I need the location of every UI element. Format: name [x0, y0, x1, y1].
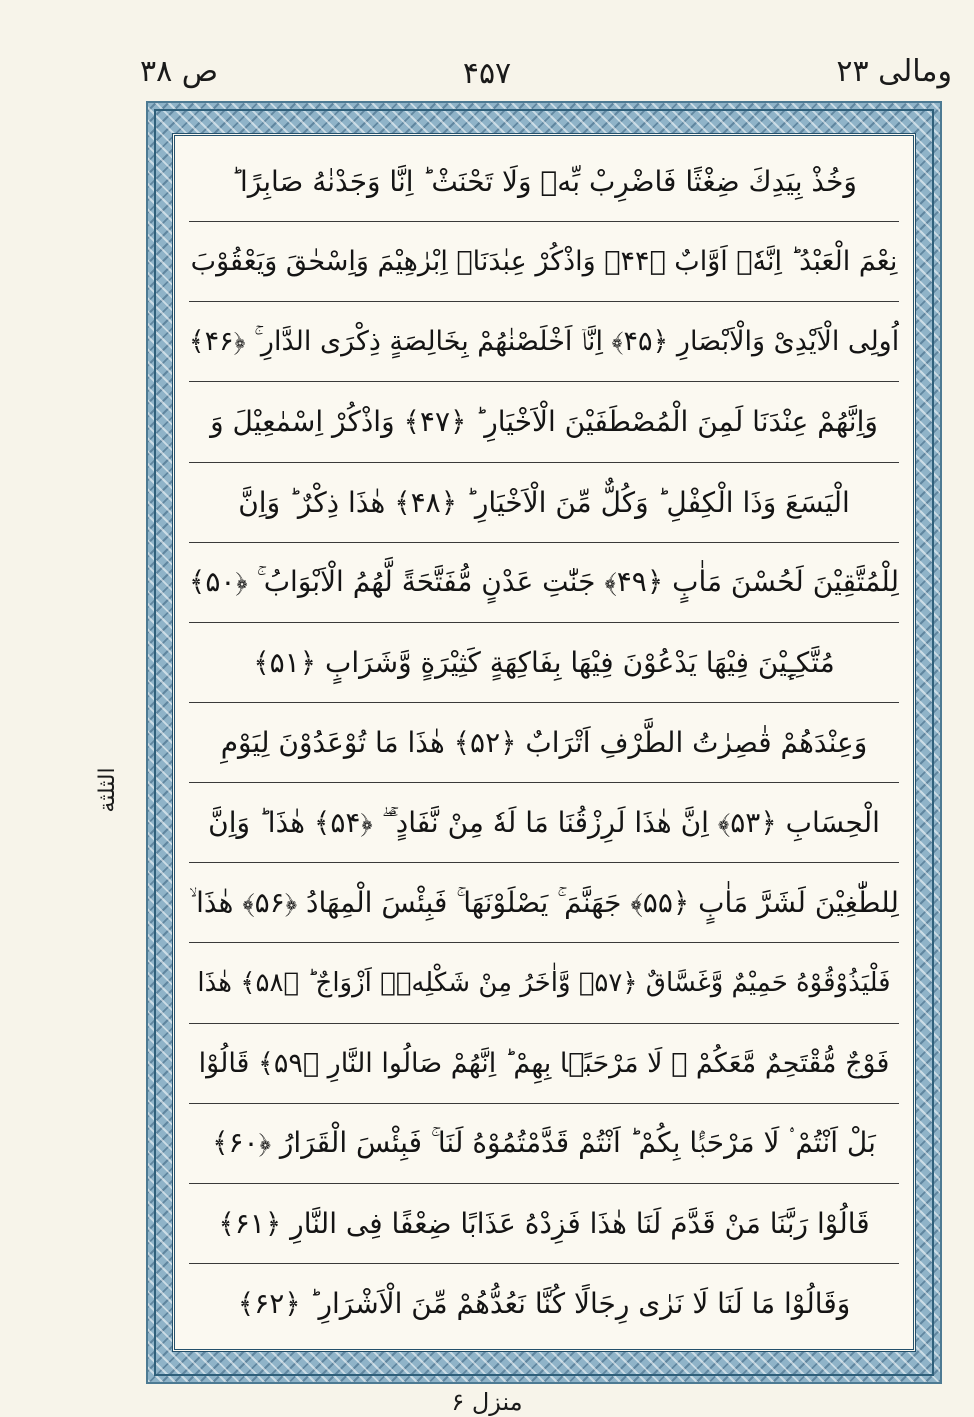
verse-lines [189, 142, 899, 1343]
verse-line-5: الْيَسَعَ وَذَا الْكِفْلِ ؕ وَكُلٌّ مِّنَ الْاَخْيَارِ ؕ ﴿۴۸﴾ هٰذَا ذِكْرٌ ؕ وَاِنَّ [189, 463, 899, 543]
manzil-footer: منزل ۶ [451, 1388, 523, 1416]
verse-line-11: فَلْيَذُوْقُوْهُ حَمِيْمٌ وَّغَسَّاقٌ ﴿۵۷﴾ وَّاٰخَرُ مِنْ شَكْلِهٖۤ اَزْوَاجٌ ؕ ﴿۵۸﴾ هٰذَا [189, 943, 899, 1023]
decorative-border [146, 101, 942, 1384]
verse-line-2: نِعْمَ الْعَبْدُ ؕ اِنَّهٗۤ اَوَّابٌ ﴿۴۴﴾ وَاذْكُرْ عِبٰدَنَاۤ اِبْرٰهِيْمَ وَاِسْحٰقَ وَيَعْقُوْبَ [189, 222, 899, 302]
surah-reference: ص ۳۸ [140, 54, 219, 89]
page-number: ۴۵۷ [462, 56, 512, 91]
verse-line-6: لِلْمُتَّقِيْنَ لَحُسْنَ مَاٰبٍ ﴿۴۹﴾ جَنّٰتِ عَدْنٍ مُّفَتَّحَةً لَّهُمُ الْاَبْوَابُ ۚ ﴿۵۰﴾ [189, 543, 899, 623]
verse-line-10: لِلطّٰغِيْنَ لَشَرَّ مَاٰبٍ ﴿۵۵﴾ جَهَنَّمَ ۚ يَصْلَوْنَهَا ۚ فَبِئْسَ الْمِهَادُ ﴿۵۶﴾ هٰذَا ۙ [189, 863, 899, 943]
verse-line-13: بَلْ اَنْتُمْ ۟ لَا مَرْحَبًۢا بِكُمْ ؕ اَنْتُمْ قَدَّمْتُمُوْهُ لَنَا ۚ فَبِئْسَ الْقَرَارُ ﴿۶۰﴾ [189, 1104, 899, 1184]
verse-line-15: وَقَالُوْا مَا لَنَا لَا نَرٰى رِجَالًا كُنَّا نَعُدُّهُمْ مِّنَ الْاَشْرَارِ ؕ ﴿۶۲﴾ [237, 1287, 851, 1321]
verse-line-14: قَالُوْا رَبَّنَا مَنْ قَدَّمَ لَنَا هٰذَا فَزِدْهُ عَذَابًا ضِعْفًا فِى النَّارِ ﴿۶۱﴾ [189, 1184, 899, 1264]
para-reference: ومالى ۲۳ [836, 54, 952, 89]
verse-line-9: الْحِسَابِ ﴿۵۳﴾ اِنَّ هٰذَا لَرِزْقُنَا مَا لَهٗ مِنْ نَّفَادٍ ۚ ۖ ﴿۵۴﴾ هٰذَا ؕ وَاِنَّ [189, 783, 899, 863]
verse-line-8: وَعِنْدَهُمْ قٰصِرٰتُ الطَّرْفِ اَتْرَابٌ ﴿۵۲﴾ هٰذَا مَا تُوْعَدُوْنَ لِيَوْمِ [189, 703, 899, 783]
verse-line-7: مُتَّكِـِٕيْنَ فِيْهَا يَدْعُوْنَ فِيْهَا بِفَاكِهَةٍ كَثِيْرَةٍ وَّشَرَابٍ ﴿۵۱﴾ [189, 623, 899, 703]
margin-note: الثلثة [95, 767, 120, 813]
verse-line-12: فَوْجٌ مُّقْتَحِمٌ مَّعَكُمْ ۚ لَا مَرْحَبًۢا بِهِمْ ؕ اِنَّهُمْ صَالُوا النَّارِ ﴿۵۹﴾ قَالُوْا [189, 1024, 899, 1104]
verse-line-1: وَخُذْ بِيَدِكَ ضِغْثًا فَاضْرِبْ بِّهٖ وَلَا تَحْنَثْ ؕ اِنَّا وَجَدْنٰهُ صَابِرًا ؕ [189, 142, 899, 222]
verse-line-3: اُولِى الْاَيْدِىْ وَالْاَبْصَارِ ﴿۴۵﴾ اِنَّاۤ اَخْلَصْنٰهُمْ بِخَالِصَةٍ ذِكْرَى الدَّارِ ۚ ﴿۴۶﴾ [189, 302, 899, 382]
verse-line-4: وَاِنَّهُمْ عِنْدَنَا لَمِنَ الْمُصْطَفَيْنَ الْاَخْيَارِ ؕ ﴿۴۷﴾ وَاذْكُرْ اِسْمٰعِيْلَ وَ [189, 382, 899, 462]
text-panel [172, 133, 916, 1352]
